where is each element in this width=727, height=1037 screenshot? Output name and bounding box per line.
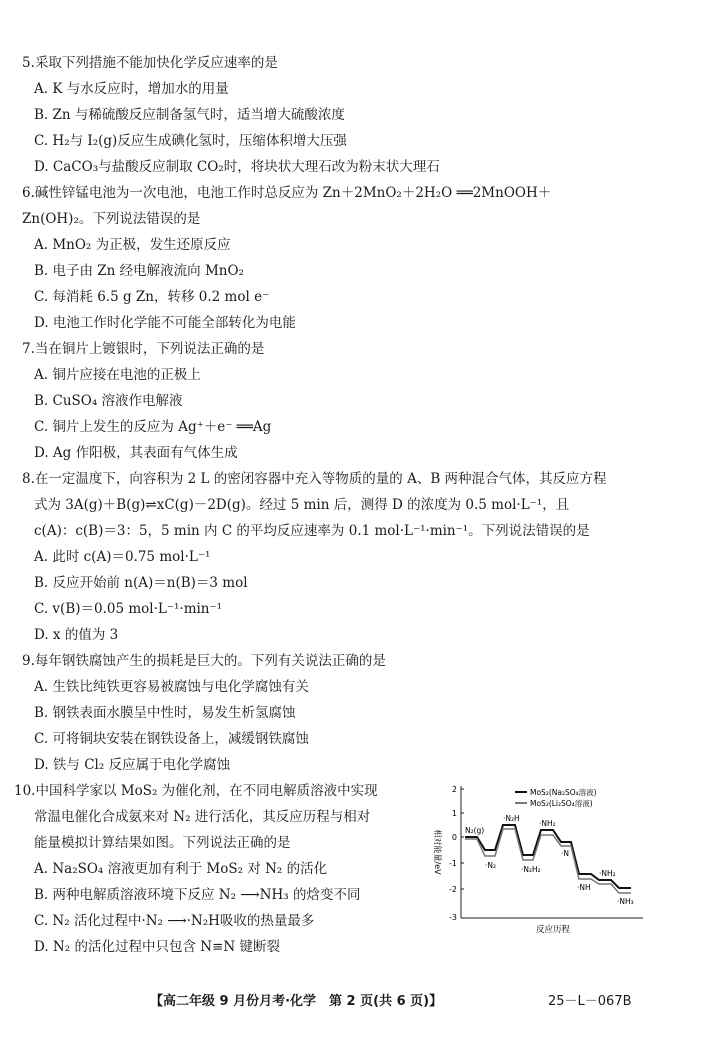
q6-option-a: A. MnO₂ 为正极，发生还原反应 [34,237,231,253]
q10-stem-line3: 能量模拟计算结果如图。下列说法正确的是 [34,835,291,851]
q5-stem: 5.采取下列措施不能加快化学反应速率的是 [22,55,278,71]
q9-option-d: D. 铁与 Cl₂ 反应属于电化学腐蚀 [34,757,231,773]
y-tick-neg2: -2 [449,885,457,894]
q10-option-a: A. Na₂SO₄ 溶液更加有利于 MoS₂ 对 N₂ 的活化 [34,861,328,877]
q9-option-b: B. 钢铁表面水膜呈中性时，易发生析氢腐蚀 [34,705,296,721]
q10-stem-line2: 常温电催化合成氨来对 N₂ 进行活化，其反应历程与相对 [34,809,371,825]
label-n2: ·N₂ [485,861,497,870]
label-n2h: ·N₂H [503,814,520,823]
q6-option-c: C. 每消耗 6.5 g Zn，转移 0.2 mol e⁻ [34,289,270,305]
q8-option-d: D. x 的值为 3 [34,627,119,643]
page-footer: 【高二年级 9 月份月考·化学 第 2 页(共 6 页)】 [150,994,443,1009]
q9-option-c: C. 可将铜块安装在钢铁设备上，减缓钢铁腐蚀 [34,731,309,747]
q8-stem-line2: 式为 3A(g)＋B(g)⇌xC(g)－2D(g)。经过 5 min 后，测得 D 的浓度为 0.5 mol·L⁻¹，且 [34,497,570,513]
q6-option-d: D. 电池工作时化学能不可能全部转化为电能 [34,315,296,331]
q5-option-b: B. Zn 与稀硫酸反应制备氢气时，适当增大硫酸浓度 [34,107,345,123]
q5-option-a: A. K 与水反应时，增加水的用量 [34,81,229,97]
energy-profile-figure [425,780,657,940]
q6-stem-line1: 6.碱性锌锰电池为一次电池，电池工作时总反应为 Zn＋2MnO₂＋2H₂O ══2MnOOH＋ [22,185,552,201]
label-n2h2: ·N₂H₂ [521,865,541,874]
label-nh2-b: ·NH₂ [599,869,616,878]
q10-option-b: B. 两种电解质溶液环境下反应 N₂ ⟶NH₃ 的焓变不同 [34,887,361,903]
y-tick-2: 2 [451,785,457,794]
q8-stem-line1: 8.在一定温度下，向容积为 2 L 的密闭容器中充入等物质的量的 A、B 两种混合气体，其反应方程 [22,471,607,487]
q5-option-c: C. H₂与 I₂(g)反应生成碘化氢时，压缩体积增大压强 [34,133,347,149]
q7-option-b: B. CuSO₄ 溶液作电解液 [34,393,183,409]
label-nh2-a: ·NH₂ [539,819,556,828]
y-tick-neg3: -3 [449,913,457,922]
q9-option-a: A. 生铁比纯铁更容易被腐蚀与电化学腐蚀有关 [34,679,309,695]
q7-stem: 7.当在铜片上镀银时，下列说法正确的是 [22,341,265,357]
label-n: ·N [561,849,569,858]
label-n2g: N₂(g) [465,826,485,835]
q8-option-c: C. v(B)＝0.05 mol·L⁻¹·min⁻¹ [34,601,223,617]
y-tick-0: 0 [451,833,457,842]
y-axis-label: 相对能量/eV [433,829,442,875]
q8-option-a: A. 此时 c(A)＝0.75 mol·L⁻¹ [34,549,211,565]
y-tick-1: 1 [451,809,457,818]
legend-li2so4: MoS₂(Li₂SO₄溶液) [530,799,593,808]
q6-option-b: B. 电子由 Zn 经电解液流向 MnO₂ [34,263,244,279]
q8-stem-line3: c(A)：c(B)＝3：5，5 min 内 C 的平均反应速率为 0.1 mol·L⁻¹·min⁻¹。下列说法错误的是 [34,523,590,539]
legend-na2so4: MoS₂(Na₂SO₄溶液) [530,788,597,797]
q10-option-d: D. N₂ 的活化过程中只包含 N≡N 键断裂 [34,939,280,955]
q10-stem-line1: 10.中国科学家以 MoS₂ 为催化剂，在不同电解质溶液中实现 [14,783,378,799]
q8-option-b: B. 反应开始前 n(A)＝n(B)＝3 mol [34,575,248,591]
label-nh: ·NH [577,883,591,892]
label-nh3: ·NH₃ [617,897,634,906]
q6-stem-line2: Zn(OH)₂。下列说法错误的是 [22,211,201,227]
q10-option-c: C. N₂ 活化过程中·N₂ ⟶·N₂H吸收的热量最多 [34,913,315,929]
q7-option-c: C. 铜片上发生的反应为 Ag⁺＋e⁻ ══Ag [34,419,272,435]
q7-option-a: A. 铜片应接在电池的正极上 [34,367,201,383]
q7-option-d: D. Ag 作阳极，其表面有气体生成 [34,445,238,461]
exam-code: 25－L－067B [548,994,632,1009]
q5-option-d: D. CaCO₃与盐酸反应制取 CO₂时，将块状大理石改为粉末状大理石 [34,159,440,175]
x-axis-label: 反应历程 [535,925,571,935]
y-tick-neg1: -1 [449,859,457,868]
q9-stem: 9.每年钢铁腐蚀产生的损耗是巨大的。下列有关说法正确的是 [22,653,386,669]
